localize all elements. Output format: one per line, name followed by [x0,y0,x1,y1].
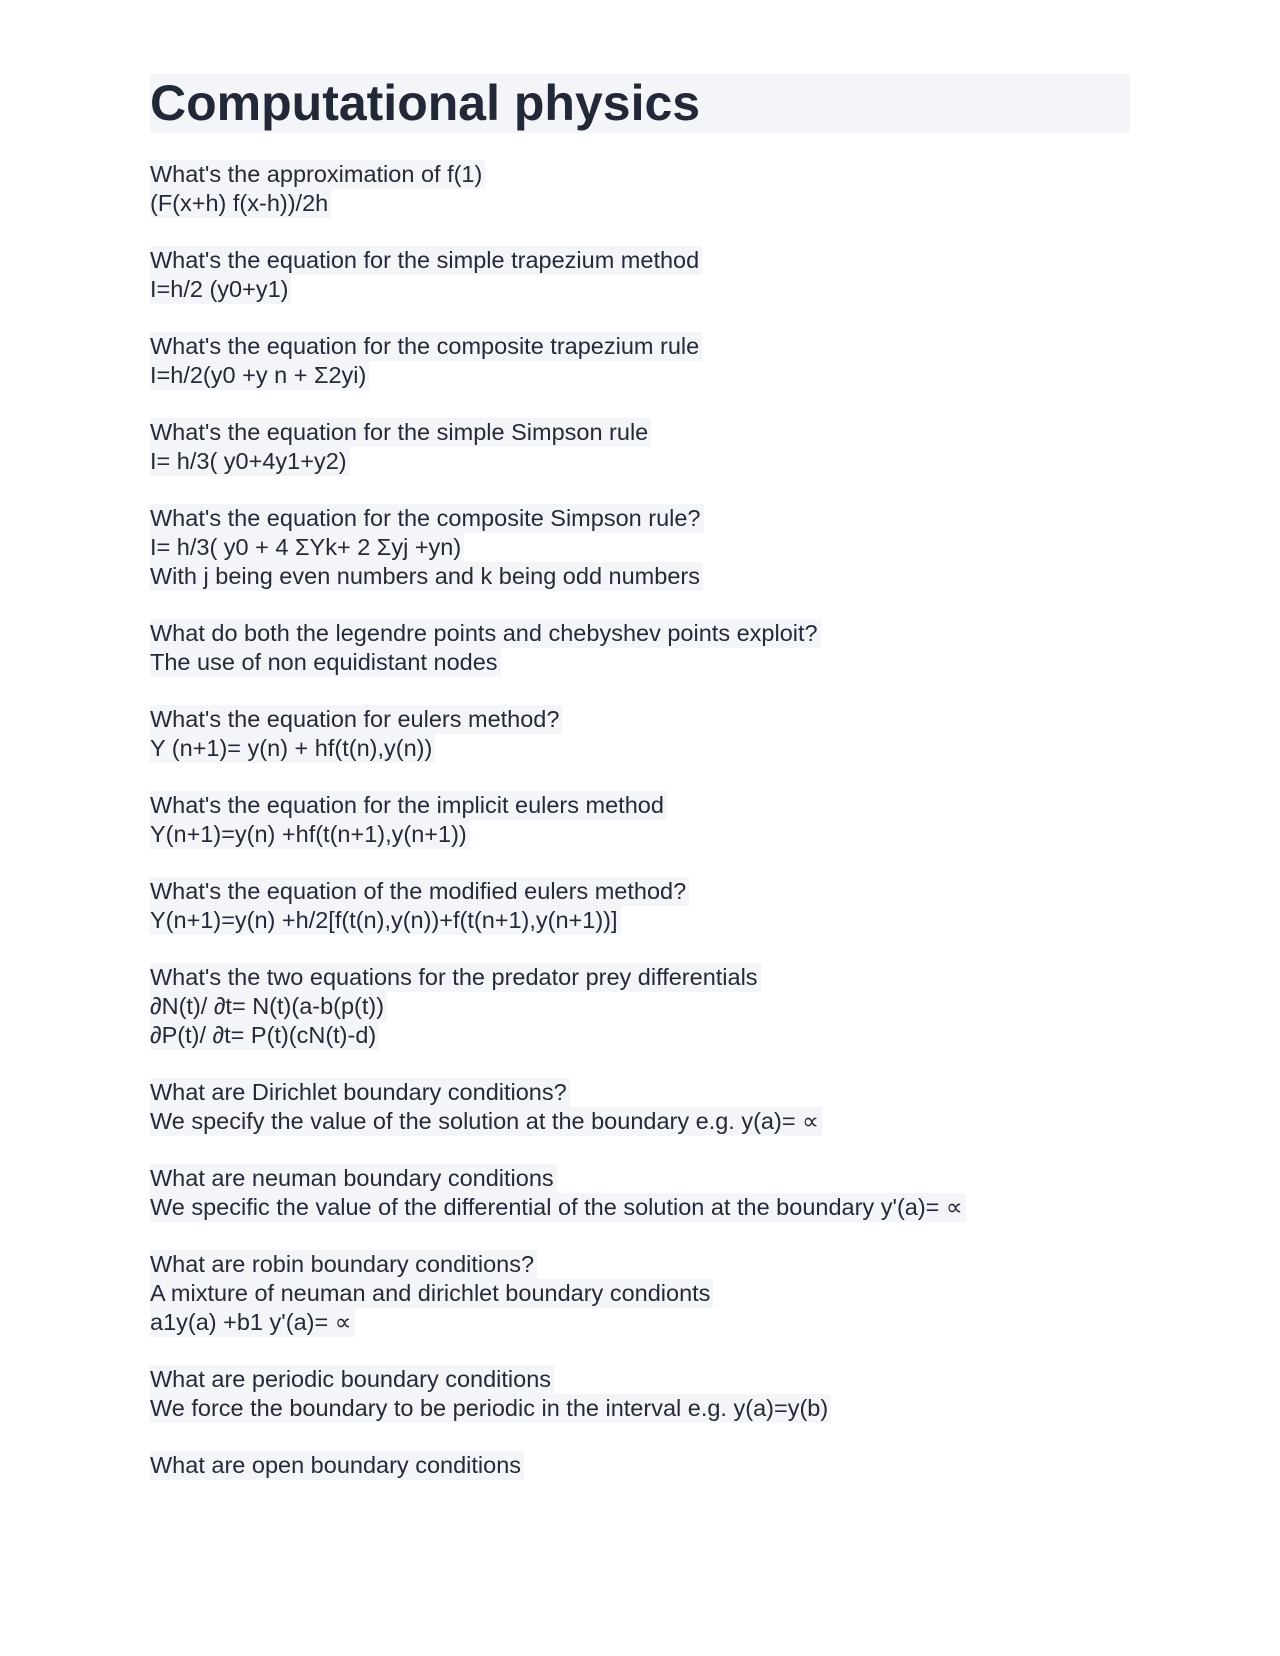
flashcard [150,1365,1130,1423]
flashcard-question: What are robin boundary conditions? [150,1250,537,1279]
flashcard [150,791,1130,849]
page-title: Computational physics [150,75,701,131]
flashcard-question: What's the equation for the composite Simpson rule? [150,504,704,533]
flashcard-answer-line: With j being even numbers and k being odd numbers [150,562,703,591]
flashcard [150,418,1130,476]
flashcard-question: What are open boundary conditions [150,1451,524,1480]
flashcard-answer-line: a1y(a) +b1 y'(a)= ∝ [150,1308,355,1337]
flashcard-question: What's the equation for eulers method? [150,705,562,734]
flashcard-answer-line: Y(n+1)=y(n) +hf(t(n+1),y(n+1)) [150,820,470,849]
title-block [150,74,1130,133]
flashcard [150,705,1130,763]
flashcard-answer-line: ∂N(t)/ ∂t= N(t)(a-b(p(t)) [150,992,387,1021]
flashcard [150,504,1130,591]
flashcard-answer-line: I= h/3( y0+4y1+y2) [150,447,350,476]
flashcard [150,1164,1130,1222]
flashcard-answer-line: We specify the value of the solution at the boundary e.g. y(a)= ∝ [150,1107,822,1136]
flashcard-question: What's the equation for the simple trapezium method [150,246,702,275]
flashcard-question: What's the equation of the modified eulers method? [150,877,689,906]
flashcard-answer-line: I=h/2 (y0+y1) [150,275,291,304]
flashcard-answer-line: The use of non equidistant nodes [150,648,501,677]
flashcard-question: What do both the legendre points and chebyshev points exploit? [150,619,821,648]
flashcard-question: What are periodic boundary conditions [150,1365,554,1394]
flashcard-question: What's the equation for the implicit eulers method [150,791,667,820]
flashcard-question: What's the equation for the composite trapezium rule [150,332,702,361]
flashcard [150,1451,1130,1480]
flashcard [150,1250,1130,1337]
flashcard [150,246,1130,304]
flashcard-list [150,160,1130,1480]
flashcard-answer-line: We specific the value of the differential of the solution at the boundary y'(a)= ∝ [150,1193,966,1222]
flashcard-question: What are Dirichlet boundary conditions? [150,1078,570,1107]
flashcard [150,160,1130,218]
flashcard-answer-line: ∂P(t)/ ∂t= P(t)(cN(t)-d) [150,1021,379,1050]
flashcard [150,619,1130,677]
flashcard-answer-line: We force the boundary to be periodic in the interval e.g. y(a)=y(b) [150,1394,831,1423]
flashcard-answer-line: A mixture of neuman and dirichlet boundary condionts [150,1279,713,1308]
flashcard-answer-line: I= h/3( y0 + 4 ΣYk+ 2 Σyj +yn) [150,533,464,562]
flashcard-answer-line: Y(n+1)=y(n) +h/2[f(t(n),y(n))+f(t(n+1),y(n+1))] [150,906,621,935]
document-page [150,74,1130,1508]
flashcard-question: What's the two equations for the predator prey differentials [150,963,761,992]
flashcard [150,963,1130,1050]
flashcard-answer-line: I=h/2(y0 +y n + Σ2yi) [150,361,369,390]
flashcard [150,877,1130,935]
flashcard-answer-line: Y (n+1)= y(n) + hf(t(n),y(n)) [150,734,435,763]
flashcard-answer-line: (F(x+h) f(x-h))/2h [150,189,331,218]
flashcard [150,332,1130,390]
flashcard-question: What are neuman boundary conditions [150,1164,557,1193]
flashcard-question: What's the approximation of f(1) [150,160,485,189]
flashcard [150,1078,1130,1136]
flashcard-question: What's the equation for the simple Simpson rule [150,418,651,447]
